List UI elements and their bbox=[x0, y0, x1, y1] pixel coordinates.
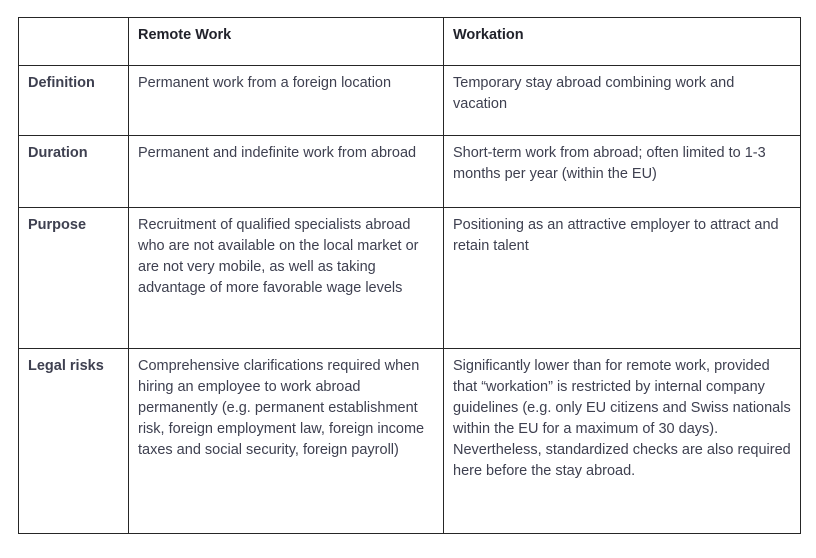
table-row-definition bbox=[19, 66, 801, 136]
header-cell-remote-work: Remote Work bbox=[129, 18, 444, 66]
cell-purpose-workation: Positioning as an attractive employer to attract and retain talent bbox=[444, 208, 801, 349]
cell-legal-risks-remote-work: Comprehensive clarifications required when hiring an employee to work abroad permanently (e.g. permanent establishment risk, foreign employment law, foreign income taxes and social security, foreign payroll) bbox=[129, 349, 444, 534]
table-header-row bbox=[19, 18, 801, 66]
row-label-definition: Definition bbox=[19, 66, 129, 136]
header-cell-empty bbox=[19, 18, 129, 66]
header-cell-workation: Workation bbox=[444, 18, 801, 66]
cell-legal-risks-workation: Significantly lower than for remote work, provided that “workation” is restricted by internal company guidelines (e.g. only EU citizens and Swiss nationals within the EU for a maximum of 30 days). Nevertheless, standardized checks are also required here before the stay abroad. bbox=[444, 349, 801, 534]
cell-purpose-remote-work: Recruitment of qualified specialists abroad who are not available on the local market or are not very mobile, as well as taking advantage of more favorable wage levels bbox=[129, 208, 444, 349]
cell-duration-workation: Short-term work from abroad; often limited to 1-3 months per year (within the EU) bbox=[444, 136, 801, 208]
row-label-purpose: Purpose bbox=[19, 208, 129, 349]
table-row-legal-risks bbox=[19, 349, 801, 534]
comparison-table bbox=[18, 17, 801, 534]
cell-definition-workation: Temporary stay abroad combining work and vacation bbox=[444, 66, 801, 136]
row-label-legal-risks: Legal risks bbox=[19, 349, 129, 534]
row-label-duration: Duration bbox=[19, 136, 129, 208]
cell-definition-remote-work: Permanent work from a foreign location bbox=[129, 66, 444, 136]
table-row-duration bbox=[19, 136, 801, 208]
cell-duration-remote-work: Permanent and indefinite work from abroad bbox=[129, 136, 444, 208]
table-row-purpose bbox=[19, 208, 801, 349]
